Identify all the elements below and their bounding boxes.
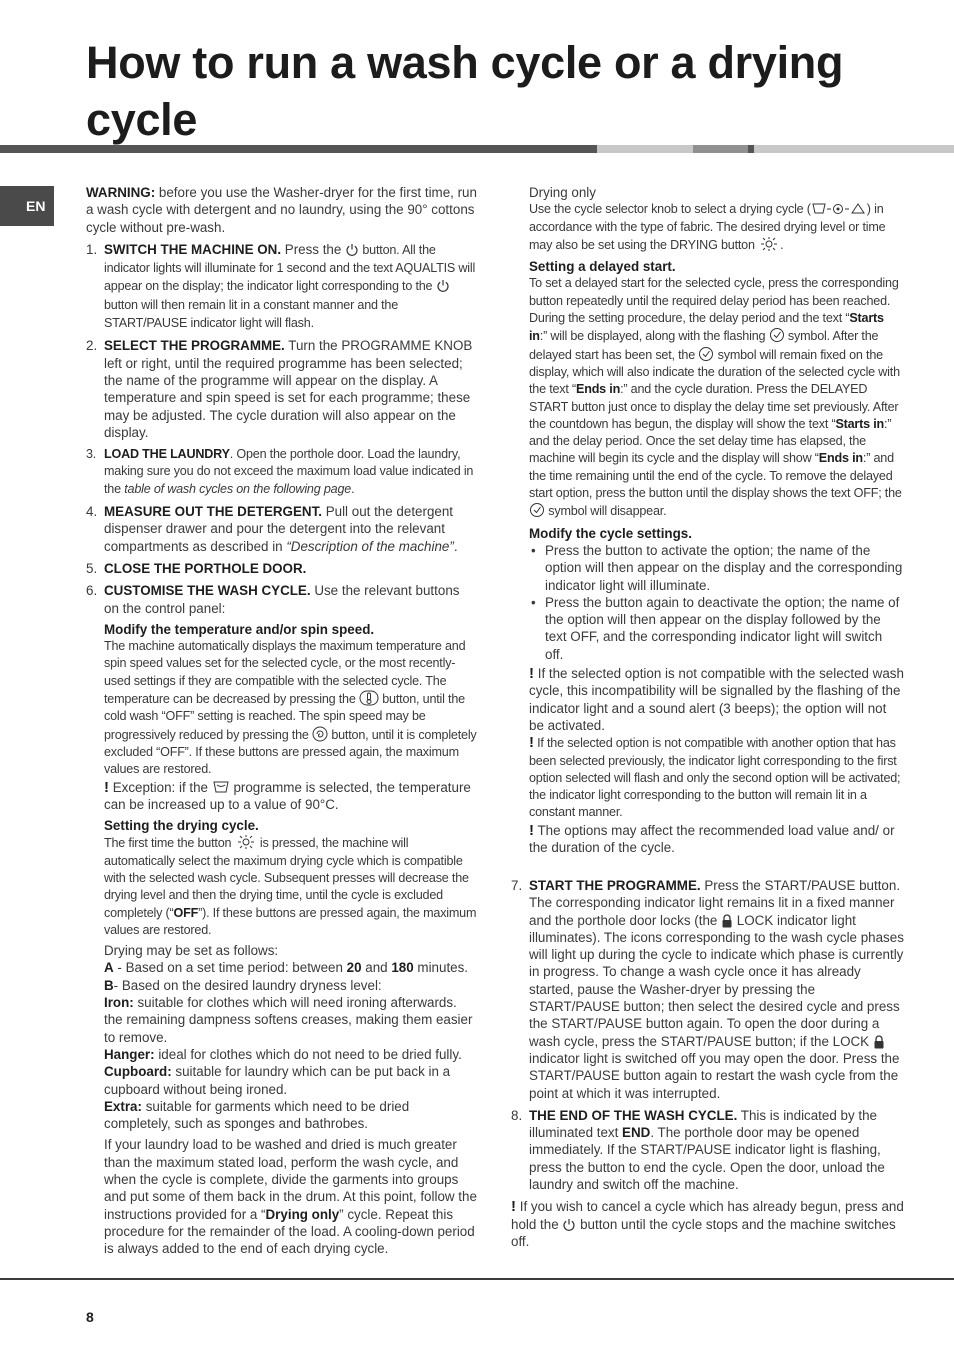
- text: button, until the cold wash “OFF” setting is reached. The spin speed may be progressively reduced by pressing the: [104, 692, 465, 742]
- text: minutes.: [413, 960, 469, 976]
- option-letter: B: [104, 977, 114, 993]
- text: suitable for clothes which will need ironing afterwards. the remaining dampness softens creases, making them easier to remove.: [104, 995, 473, 1045]
- text: button until the cycle stops and the machine switches off.: [511, 1216, 896, 1249]
- exclamation-mark: !: [511, 1198, 516, 1216]
- step-heading: LOAD THE LAUNDRY: [104, 447, 230, 462]
- text: The first time the button: [104, 836, 235, 851]
- step-6: [86, 582, 478, 617]
- drying-heading: Setting the drying cycle.: [104, 818, 259, 834]
- exclamation-mark: !: [529, 665, 534, 683]
- drying-icon: [235, 834, 257, 850]
- step-number: 7.: [511, 878, 523, 893]
- text: Press the button again to deactivate the option; the name of the option will then appear on the display followed by the text OFF, and the corresponding indicator light will switch off.: [545, 594, 900, 662]
- exclamation-mark: !: [529, 821, 534, 839]
- step-7: [511, 877, 904, 1102]
- step-number: 8.: [511, 1107, 523, 1123]
- delayed-start-text: [529, 275, 904, 520]
- drying-cycle-range-icon: [811, 201, 867, 216]
- warning-text: before you use the Washer-dryer for the first time, run a wash cycle with detergent and no laundry, using the 90° cottons cycle without pre-wash.: [86, 185, 477, 235]
- hanger-option: [104, 1046, 478, 1063]
- text: ” cycle. Repeat this procedure for the remainder of the load. A cooling-down period is always added to the end of each drying cycle.: [104, 1206, 475, 1257]
- step-heading: SELECT THE PROGRAMME.: [104, 338, 285, 354]
- option-label: Extra:: [104, 1098, 142, 1114]
- language-tab: EN: [0, 186, 54, 226]
- power-icon: [345, 243, 359, 257]
- step-text-italic: table of wash cycles on the following page: [124, 481, 352, 496]
- step-number: 2.: [86, 338, 98, 354]
- text: symbol will disappear.: [545, 504, 667, 519]
- spin-icon: [312, 726, 328, 742]
- step-5: [86, 560, 478, 577]
- temperature-section: [86, 621, 478, 1258]
- text: This is indicated by the illuminated text: [529, 1107, 877, 1141]
- power-icon: [436, 279, 450, 293]
- text: :” will be displayed, along with the flashing: [539, 329, 769, 344]
- exclamation-mark: !: [529, 734, 534, 752]
- off-text: OFF: [173, 905, 199, 920]
- text: The machine automatically displays the maximum temperature and spin speed values set for the selected cycle, or the most recently-used settings if they are compatible with the selected cycle. The temperature can be decreased by pressing the: [104, 639, 466, 707]
- footer-rule: [0, 1278, 954, 1280]
- note-paragraph: [529, 734, 904, 821]
- text: . The porthole door may be opened immediately. If the START/PAUSE indicator light is flashing, press the button to end the cycle. Open the door, unload the laundry and switch off the machine.: [529, 1125, 885, 1193]
- note-paragraph: [529, 665, 904, 734]
- text: If the selected option is not compatible with the selected wash cycle, this incompatibility will be signalled by the flashing of the indicator light and a sound alert (3 beeps); the option will not be activated.: [529, 666, 904, 733]
- step-heading: MEASURE OUT THE DETERGENT.: [104, 504, 322, 520]
- header-rule-light: [597, 145, 693, 153]
- page-number: 8: [86, 1309, 94, 1325]
- text: symbol will remain fixed on the display, which will also indicate the duration of the selected cycle with the text “: [529, 347, 900, 397]
- drying-only-text: [529, 201, 904, 254]
- header-rule-mid: [693, 145, 748, 153]
- drying-only-heading: Drying only: [529, 185, 596, 200]
- bullet-mark: •: [531, 594, 536, 610]
- step-number: 6.: [86, 583, 98, 599]
- text: Press the START/PAUSE button. The corresponding indicator light remains lit in a fixed manner and the porthole door locks (the: [529, 878, 901, 928]
- text: programme is selected, the temperature can be increased up to a value of 90°C.: [104, 779, 471, 812]
- text: and: [361, 960, 392, 976]
- left-column: [86, 184, 478, 1258]
- display-text: Ends in: [576, 382, 621, 397]
- option-label: Cupboard:: [104, 1064, 172, 1080]
- bullet-item: [529, 594, 904, 663]
- text: :” and the delay period. Once the set delay time has elapsed, the machine will begin its cycle and the display will show “: [529, 416, 892, 466]
- option-label: Iron:: [104, 995, 134, 1011]
- load-paragraph: [104, 1136, 478, 1257]
- page-title: How to run a wash cycle or a drying cycle: [86, 37, 844, 145]
- warning-label: WARNING:: [86, 185, 156, 200]
- step-3: [86, 446, 478, 498]
- text: symbol. After the delayed start has been set, the: [529, 329, 879, 362]
- text: ) in accordance with the type of fabric. The desired drying level or time may also be set using the DRYING button: [529, 202, 886, 252]
- step-1: [86, 241, 478, 332]
- text: The options may affect the recommended load value and/ or the duration of the cycle.: [529, 822, 895, 855]
- lock-icon: [873, 1035, 885, 1049]
- step-text: . Open the porthole door. Load the laundry, making sure you do not exceed the maximum load value indicated in the: [104, 447, 474, 496]
- text: indicator light is switched off you may open the door. Press the START/PAUSE button again to restart the wash cycle from the point at which it was interrupted.: [529, 1050, 900, 1101]
- delay-clock-icon: [769, 327, 785, 343]
- step-4: [86, 503, 478, 555]
- text: If you wish to cancel a cycle which has already begun, press and hold the: [511, 1199, 904, 1232]
- cupboard-option: [104, 1063, 478, 1098]
- text: If your laundry load to be washed and dried is much greater than the maximum stated load, perform the wash cycle, and when the cycle is complete, divide the garments into groups and put some of them back in the drum. At this point, follow the instructions provided for a “: [104, 1137, 477, 1222]
- note-paragraph: [529, 822, 904, 857]
- step-text: .: [351, 481, 355, 496]
- drying-text: [104, 834, 478, 939]
- text: suitable for laundry which can be put back in a cupboard without being ironed.: [104, 1064, 451, 1097]
- delayed-start-heading: Setting a delayed start.: [529, 259, 676, 275]
- step-heading: CUSTOMISE THE WASH CYCLE.: [104, 583, 311, 599]
- text: button, until it is completely excluded “OFF”. If these buttons are pressed again, the maximum values are restored.: [104, 727, 477, 777]
- value: 20: [346, 960, 362, 976]
- right-column-steps: [511, 872, 904, 1250]
- header-rule-dark: [0, 145, 597, 153]
- step-text: Pull out the detergent dispenser drawer and pour the detergent into the relevant compartments as described in: [104, 504, 454, 554]
- step-text: Turn the PROGRAMME KNOB left or right, until the required programme has been selected; the name of the programme will appear on the display. A temperature and spin speed is set for each programme; these may be adjusted. The cycle duration will also appear on the display.: [104, 338, 473, 440]
- drying-option-b: [104, 977, 478, 994]
- option-label: Hanger:: [104, 1046, 155, 1062]
- text: suitable for garments which need to be dried completely, such as sponges and bathrobes.: [104, 1098, 410, 1132]
- drying-set-label: Drying may be set as follows:: [104, 943, 279, 959]
- header-rule-tail: [754, 145, 954, 153]
- bullet-item: [529, 542, 904, 594]
- step-heading: THE END OF THE WASH CYCLE.: [529, 1107, 738, 1123]
- display-text: Ends in: [818, 451, 863, 466]
- power-icon: [562, 1218, 576, 1232]
- text: Use the cycle selector knob to select a drying cycle (: [529, 202, 811, 217]
- option-letter: A: [104, 960, 114, 976]
- step-text: Press the: [281, 241, 346, 257]
- text: Press the button to activate the option; the name of the option will then appear on the display and the corresponding indicator light will illuminate.: [545, 542, 903, 593]
- step-heading: CLOSE THE PORTHOLE DOOR.: [104, 560, 307, 576]
- temperature-icon: [359, 690, 379, 706]
- step-number: 5.: [86, 560, 98, 576]
- right-column: [529, 184, 904, 856]
- temperature-heading: Modify the temperature and/or spin speed.: [104, 621, 375, 637]
- value: 180: [391, 960, 414, 976]
- lock-icon: [721, 914, 733, 928]
- step-text: button. All the indicator lights will illuminate for 1 second and the text AQUALTIS will appear on the display; the indicator light corresponding to the: [104, 242, 476, 294]
- text: - Based on the desired laundry dryness level:: [113, 977, 382, 993]
- step-text: Use the relevant buttons on the control panel:: [104, 583, 460, 616]
- step-number: 3.: [86, 447, 97, 462]
- text: ideal for clothes which do not need to be dried fully.: [154, 1046, 462, 1062]
- display-text: END: [622, 1125, 651, 1141]
- step-number: 4.: [86, 504, 98, 520]
- step-heading: START THE PROGRAMME.: [529, 878, 701, 893]
- display-text: Starts in: [835, 416, 885, 431]
- exclamation-mark: !: [104, 778, 109, 796]
- text: :” and the time remaining until the end of the cycle. To remove the delayed start option, press the button until the display shows the text OFF; the: [529, 451, 902, 501]
- exception-paragraph: [104, 779, 478, 814]
- final-note: [511, 1198, 904, 1250]
- wool-icon: [212, 780, 230, 795]
- step-number: 1.: [86, 241, 98, 257]
- delay-clock-icon: [529, 502, 545, 518]
- display-text: Starts in: [529, 311, 884, 344]
- extra-option: [104, 1098, 478, 1133]
- step-text: .: [453, 538, 458, 554]
- text: Exception: if the: [109, 779, 212, 795]
- warning-paragraph: [86, 184, 478, 236]
- modify-settings-heading: Modify the cycle settings.: [529, 525, 692, 541]
- step-heading: SWITCH THE MACHINE ON.: [104, 241, 282, 257]
- text: :” and the cycle duration. Press the DELAYED START button just once to display the delay time set previously. After the countdown has begun, the display will show the text “: [529, 382, 899, 431]
- step-2: [86, 337, 478, 441]
- text: - Based on a set time period: between: [113, 960, 347, 976]
- step-8: [511, 1107, 904, 1193]
- drying-icon: [758, 236, 780, 252]
- drying-only-ref: Drying only: [265, 1206, 340, 1222]
- iron-option: [104, 994, 478, 1046]
- drying-option-a: [104, 959, 478, 976]
- text: LOCK indicator light illuminates). The icons corresponding to the wash cycle phases will light up during the cycle to indicate which phase is currently in progress. To change a wash cycle once it has already started, pause the Washer-dryer by pressing the START/PAUSE button; then select the desired cycle and press the START/PAUSE button again. To open the door during a wash cycle, press the START/PAUSE button; if the LOCK: [529, 912, 904, 1049]
- delay-clock-icon: [698, 346, 714, 362]
- step-text: button will then remain lit in a constant manner and the START/PAUSE indicator light will flash.: [104, 297, 399, 331]
- step-text-italic: “Description of the machine”: [286, 538, 454, 554]
- text: is pressed, the machine will automatically select the maximum drying cycle which is compatible with the selected wash cycle. Subsequent presses will decrease the drying level and then the drying time, until the cycle is excluded completely (“: [104, 836, 469, 920]
- text: If the selected option is not compatible with another option that has been selected previously, the indicator light corresponding to the first option selected will flash and only the second option will be activated; the indicator light corresponding to the button will remain lit in a constant manner.: [529, 736, 901, 820]
- bullet-mark: •: [531, 542, 536, 558]
- text: ”). If these buttons are pressed again, the maximum values are restored.: [104, 905, 477, 937]
- text: .: [780, 237, 784, 252]
- temperature-text: [104, 638, 478, 778]
- text: To set a delayed start for the selected cycle, press the corresponding button repeatedly until the required delay period has been reached. During the setting procedure, the delay period and the text “: [529, 276, 899, 326]
